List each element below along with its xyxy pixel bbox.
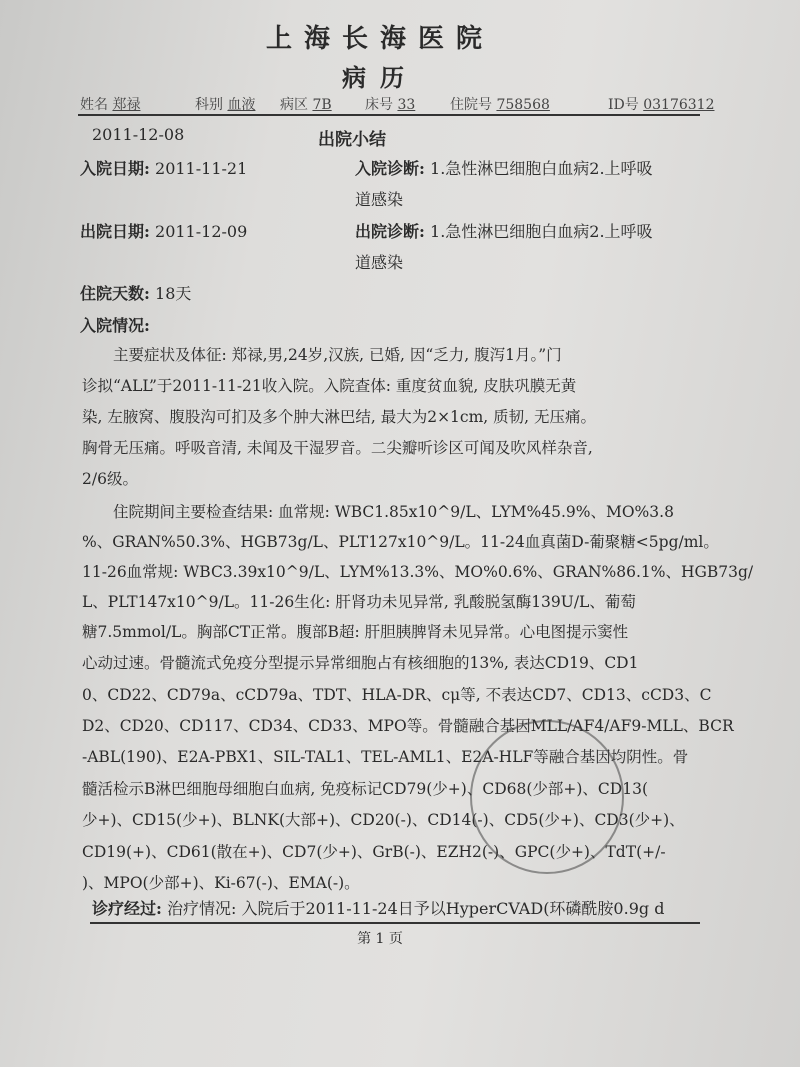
discharge-diagnosis xyxy=(355,219,653,242)
body-line: D2、CD20、CD117、CD34、CD33、MPO等。骨髓融合基因MLL/AF4/AF9-MLL、BCR xyxy=(82,717,734,735)
body-line: 住院期间主要检查结果: 血常规: WBC1.85x10^9/L、LYM%45.9%、MO%3.8 xyxy=(82,503,674,521)
body-line: 染, 左腋窝、腹股沟可扪及多个肿大淋巴结, 最大为2×1cm, 质韧, 无压痛。 xyxy=(82,408,597,426)
body-line: 11-26血常规: WBC3.39x10^9/L、LYM%13.3%、MO%0.6%、GRAN%86.1%、HGB73g/ xyxy=(82,563,754,581)
hospital-stamp xyxy=(470,720,624,874)
body-line: L、PLT147x10^9/L。11-26生化: 肝肾功未见异常, 乳酸脱氢酶139U/L、葡萄 xyxy=(82,593,636,611)
body-line: 髓活检示B淋巴细胞母细胞白血病, 免疫标记CD79(少+)、CD68(少部+)、CD13( xyxy=(82,780,648,798)
admit-diag-cont: 道感染 xyxy=(355,190,404,209)
admission-no-field xyxy=(450,94,550,114)
dept-value: 血液 xyxy=(227,97,256,113)
admission-status-label: 入院情况: xyxy=(80,316,150,335)
bed-value: 33 xyxy=(397,97,416,113)
section-title: 出院小结 xyxy=(318,130,386,150)
body-line: %、GRAN%50.3%、HGB73g/L、PLT127x10^9/L。11-24血真菌D-葡聚糖<5pg/ml。 xyxy=(82,533,719,551)
footer-divider xyxy=(90,922,700,924)
admit-date-row xyxy=(80,156,247,179)
name-field xyxy=(80,94,140,114)
discharge-date-value: 2011-12-09 xyxy=(155,222,248,241)
body-line: CD19(+)、CD61(散在+)、CD7(少+)、GrB(-)、EZH2(-)、GPC(少+)、TdT(+/- xyxy=(82,843,666,861)
admission-no-label: 住院号 xyxy=(450,97,492,113)
treatment-label: 诊疗经过: xyxy=(92,899,162,918)
name-label: 姓名 xyxy=(80,97,108,113)
stay-value: 18天 xyxy=(155,284,192,303)
admit-diag-label: 入院诊断: xyxy=(355,159,425,178)
body-line: 心动过速。骨髓流式免疫分型提示异常细胞占有核细胞的13%, 表达CD19、CD1 xyxy=(82,654,639,672)
discharge-date-row xyxy=(80,219,247,242)
id-label: ID号 xyxy=(608,97,639,113)
bed-field xyxy=(365,94,415,114)
discharge-diag-label: 出院诊断: xyxy=(355,222,425,241)
stay-row xyxy=(80,281,191,304)
stay-label: 住院天数: xyxy=(80,284,150,303)
name-value: 郑禄 xyxy=(112,97,141,113)
id-field xyxy=(608,94,714,114)
ward-label: 病区 xyxy=(280,97,308,113)
body-line: 2/6级。 xyxy=(82,470,138,488)
admit-date-label: 入院日期: xyxy=(80,159,150,178)
id-value: 03176312 xyxy=(643,97,715,113)
bed-label: 床号 xyxy=(365,97,393,113)
body-line: 诊拟“ALL”于2011-11-21收入院。入院查体: 重度贫血貌, 皮肤巩膜无黄 xyxy=(82,377,577,395)
page-number: 第 1 页 xyxy=(357,931,403,947)
admit-diag-text: 1.急性淋巴细胞白血病2.上呼吸 xyxy=(430,159,653,178)
document-date: 2011-12-08 xyxy=(92,125,185,144)
body-line: )、MPO(少部+)、Ki-67(-)、EMA(-)。 xyxy=(82,874,360,892)
treatment-text: 治疗情况: 入院后于2011-11-24日予以HyperCVAD(环磷酰胺0.9g d xyxy=(167,899,665,918)
body-line: -ABL(190)、E2A-PBX1、SIL-TAL1、TEL-AML1、E2A-HLF等融合基因均阴性。骨 xyxy=(82,748,689,766)
ward-field xyxy=(280,94,332,114)
admit-diagnosis xyxy=(355,156,653,179)
admission-no-value: 758568 xyxy=(496,97,550,113)
body-line: 0、CD22、CD79a、cCD79a、TDT、HLA-DR、cμ等, 不表达CD7、CD13、cCD3、C xyxy=(82,686,712,704)
body-line: 主要症状及体征: 郑禄,男,24岁,汉族, 已婚, 因“乏力, 腹泻1月。”门 xyxy=(82,346,562,364)
dept-field xyxy=(195,94,255,114)
discharge-date-label: 出院日期: xyxy=(80,222,150,241)
ward-value: 7B xyxy=(312,97,332,113)
treatment-row xyxy=(92,896,664,919)
document-type: 病历 xyxy=(342,63,418,92)
dept-label: 科别 xyxy=(195,97,223,113)
discharge-diag-cont: 道感染 xyxy=(355,253,404,272)
admit-date-value: 2011-11-21 xyxy=(155,159,248,178)
header-divider xyxy=(78,114,700,116)
discharge-diag-text: 1.急性淋巴细胞白血病2.上呼吸 xyxy=(430,222,653,241)
body-line: 胸骨无压痛。呼吸音清, 未闻及干湿罗音。二尖瓣听诊区可闻及吹风样杂音, xyxy=(82,439,593,457)
body-line: 少+)、CD15(少+)、BLNK(大部+)、CD20(-)、CD14(-)、CD5(少+)、CD3(少+)、 xyxy=(82,811,685,829)
hospital-name: 上海长海医院 xyxy=(265,24,494,54)
body-line: 糖7.5mmol/L。胸部CT正常。腹部B超: 肝胆胰脾肾未见异常。心电图提示窦性 xyxy=(82,623,629,641)
